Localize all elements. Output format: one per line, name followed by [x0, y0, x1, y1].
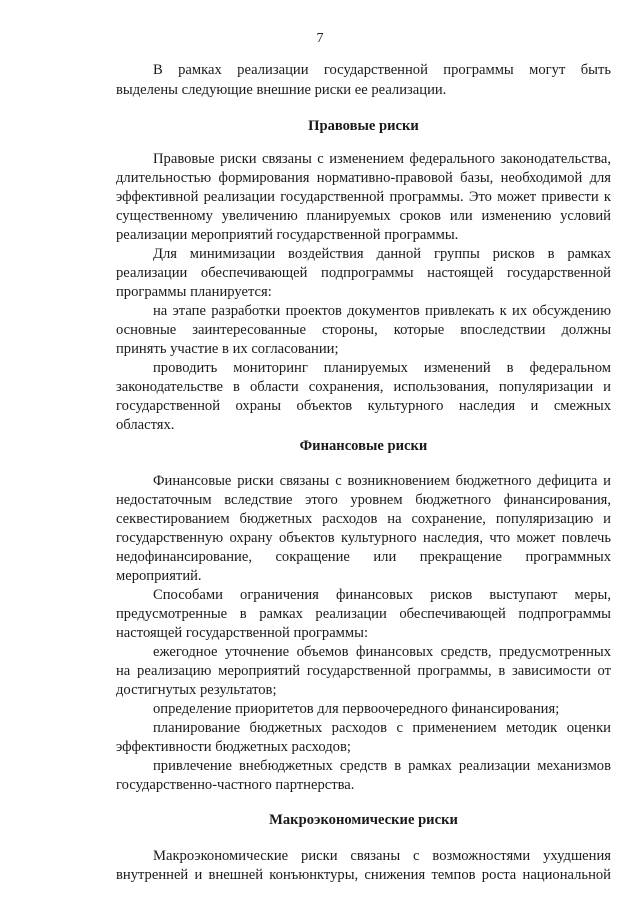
section-heading-financial: Финансовые риски: [299, 438, 428, 454]
text-line: настоящей государственной программы:: [116, 625, 369, 641]
text-line: существенному увеличению планируемых сроков или изменению условий: [116, 208, 611, 224]
text-line: внутренней и внешней конъюнктуры, снижения темпов роста национальной: [116, 867, 611, 883]
text-line: государственную охрану объектов культурного наследия, что может повлечь: [116, 530, 611, 546]
text-line: ежегодное уточнение объемов финансовых средств, предусмотренных: [153, 644, 611, 660]
text-line: реализации мероприятий государственной программы.: [116, 227, 459, 243]
text-line: проводить мониторинг планируемых изменений в федеральном: [153, 360, 611, 376]
text-line: недофинансирование, сокращение или прекращение программных: [116, 549, 611, 565]
text-line: реализации обеспечивающей подпрограммы настоящей государственной: [116, 265, 611, 281]
page-number: 7: [316, 31, 324, 46]
text-line: на реализацию мероприятий государственной программы, в зависимости от: [116, 663, 611, 679]
text-line: привлечение внебюджетных средств в рамках реализации механизмов: [153, 758, 611, 774]
text-line: недостаточным вследствие этого уровнем бюджетного финансирования,: [116, 492, 611, 508]
text-line: государственно-частного партнерства.: [116, 777, 355, 793]
text-line: мероприятий.: [116, 568, 202, 584]
text-line: Способами ограничения финансовых рисков выступают меры,: [153, 587, 611, 603]
text-line: законодательстве в области сохранения, использования, популяризации и: [116, 379, 611, 395]
text-line: Макроэкономические риски связаны с возможностями ухудшения: [153, 848, 611, 864]
text-line: достигнутых результатов;: [116, 682, 277, 698]
text-line: определение приоритетов для первоочередного финансирования;: [153, 701, 560, 717]
section-heading-macro: Макроэкономические риски: [269, 812, 458, 828]
text-line: Правовые риски связаны с изменением федерального законодательства,: [153, 151, 611, 167]
text-line: Финансовые риски связаны с возникновением бюджетного дефицита и: [153, 473, 611, 489]
text-line: программы планируется:: [116, 284, 272, 300]
text-line: секвестированием бюджетных расходов на сохранение, популяризацию и: [116, 511, 611, 527]
text-line: принять участие в их согласовании;: [116, 341, 339, 357]
text-line: В рамках реализации государственной программы могут быть: [153, 62, 611, 78]
text-line: государственной охраны объектов культурного наследия и смежных: [116, 398, 611, 414]
text-line: областях.: [116, 417, 175, 433]
text-line: выделены следующие внешние риски ее реализации.: [116, 82, 447, 98]
section-heading-legal: Правовые риски: [308, 118, 419, 134]
text-line: предусмотренные в рамках реализации обеспечивающей подпрограммы: [116, 606, 611, 622]
text-line: эффективной реализации государственной программы. Это может привести к: [116, 189, 611, 205]
text-line: эффективности бюджетных расходов;: [116, 739, 351, 755]
text-line: Для минимизации воздействия данной группы рисков в рамках: [153, 246, 611, 262]
text-line: длительностью формирования нормативно-правовой базы, необходимой для: [116, 170, 611, 186]
text-line: на этапе разработки проектов документов привлекать к их обсуждению: [153, 303, 611, 319]
text-line: основные заинтересованные стороны, которые впоследствии должны: [116, 322, 611, 338]
text-line: планирование бюджетных расходов с применением методик оценки: [153, 720, 611, 736]
